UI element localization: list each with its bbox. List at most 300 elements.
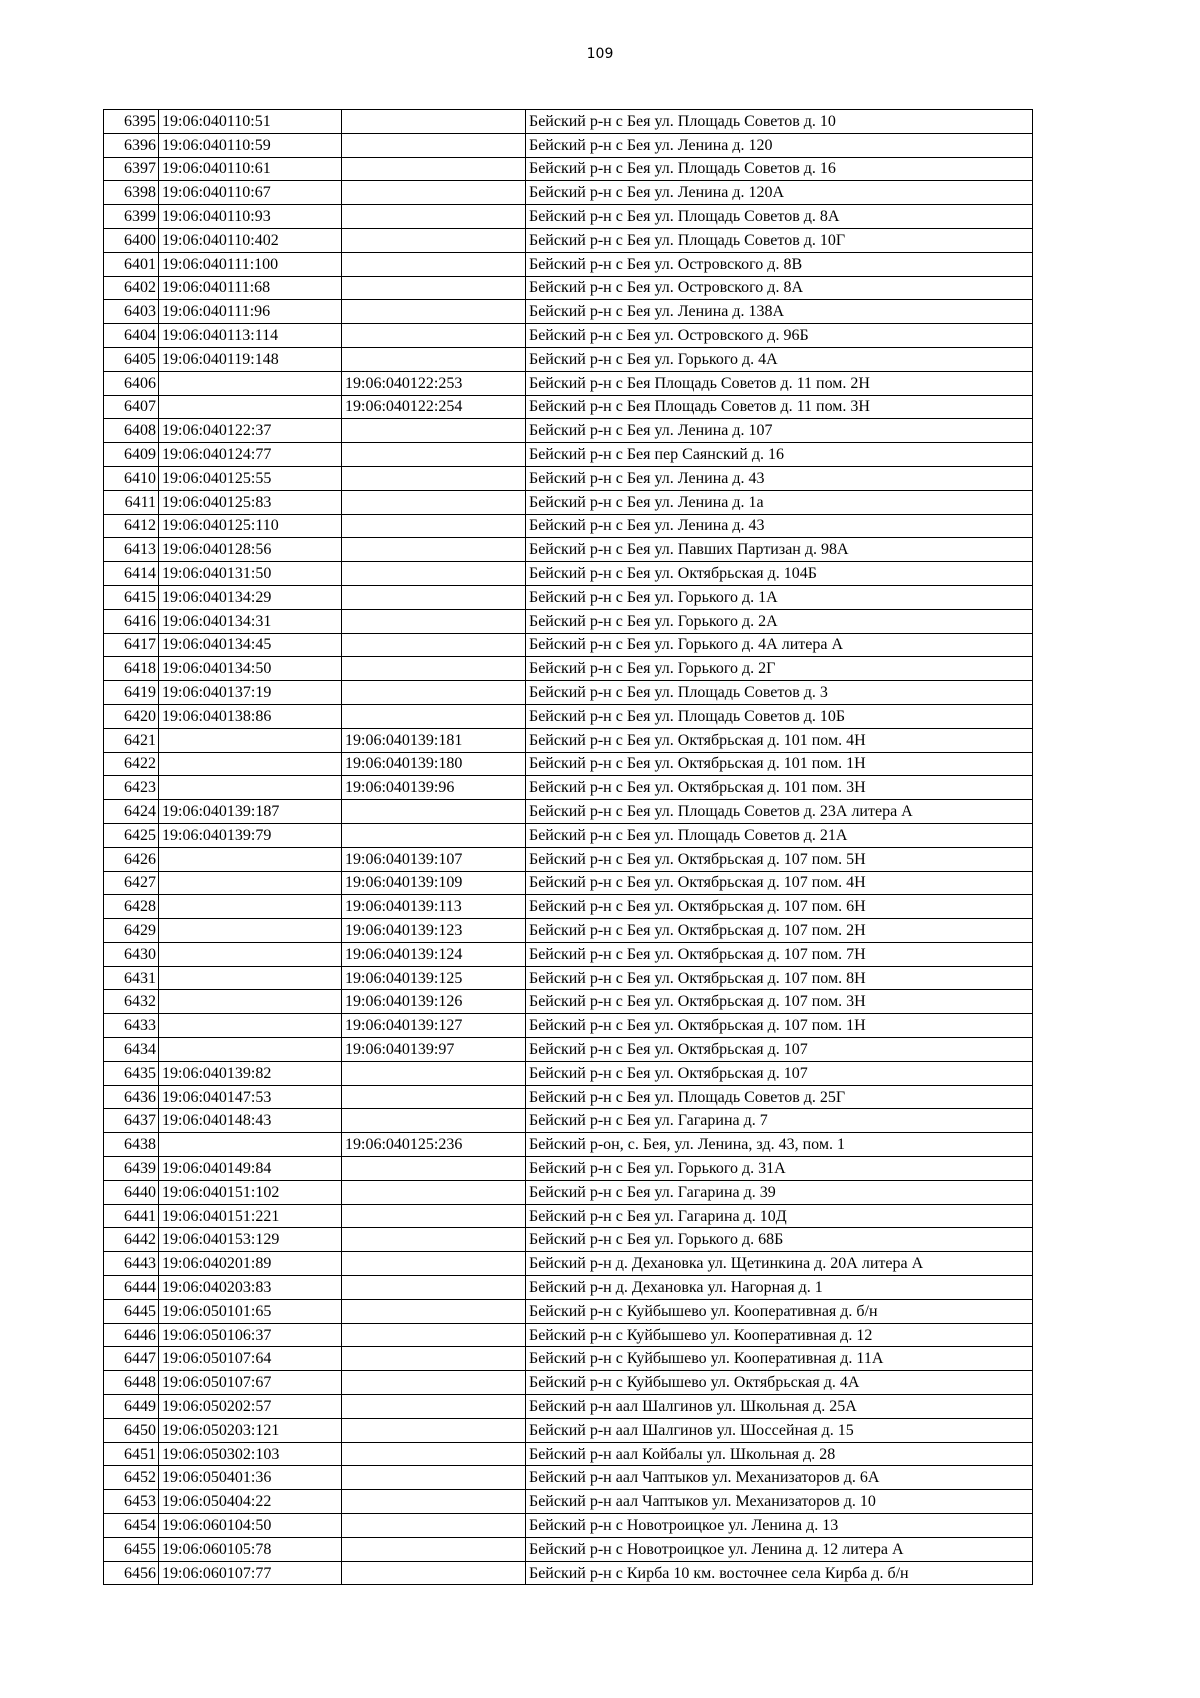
cadastral-number-cell: 19:06:040148:43	[159, 1109, 342, 1133]
premises-cadastral-number-cell	[342, 1252, 526, 1276]
table-row	[104, 1276, 1033, 1300]
cadastral-number-cell: 19:06:040203:83	[159, 1276, 342, 1300]
address-cell: Бейский р-н аал Шалгинов ул. Шоссейная д. 15	[526, 1418, 1033, 1442]
cadastral-number-cell: 19:06:040110:61	[159, 157, 342, 181]
address-cell: Бейский р-н с Бея ул. Октябрьская д. 101 пом. 1Н	[526, 752, 1033, 776]
premises-cadastral-number-cell: 19:06:040139:97	[342, 1038, 526, 1062]
row-number-cell: 6454	[104, 1514, 159, 1538]
cadastral-number-cell	[159, 919, 342, 943]
row-number-cell: 6436	[104, 1085, 159, 1109]
address-cell: Бейский р-н с Бея ул. Октябрьская д. 107 пом. 7Н	[526, 942, 1033, 966]
row-number-cell: 6402	[104, 276, 159, 300]
row-number-cell: 6429	[104, 919, 159, 943]
table-row	[104, 919, 1033, 943]
cadastral-number-cell	[159, 1038, 342, 1062]
table-row	[104, 1490, 1033, 1514]
premises-cadastral-number-cell	[342, 1561, 526, 1585]
cadastral-number-cell	[159, 966, 342, 990]
premises-cadastral-number-cell	[342, 1537, 526, 1561]
address-cell: Бейский р-н с Бея ул. Октябрьская д. 107 пом. 5Н	[526, 847, 1033, 871]
table-row	[104, 252, 1033, 276]
table-row	[104, 1347, 1033, 1371]
row-number-cell: 6403	[104, 300, 159, 324]
premises-cadastral-number-cell	[342, 1347, 526, 1371]
cadastral-number-cell: 19:06:040139:79	[159, 823, 342, 847]
row-number-cell: 6407	[104, 395, 159, 419]
row-number-cell: 6441	[104, 1204, 159, 1228]
premises-cadastral-number-cell: 19:06:040122:253	[342, 371, 526, 395]
premises-cadastral-number-cell	[342, 181, 526, 205]
address-cell: Бейский р-н с Бея ул. Октябрьская д. 107 пом. 1Н	[526, 1014, 1033, 1038]
premises-cadastral-number-cell: 19:06:040139:109	[342, 871, 526, 895]
address-cell: Бейский р-н с Бея ул. Гагарина д. 10Д	[526, 1204, 1033, 1228]
address-cell: Бейский р-н с Бея ул. Октябрьская д. 101 пом. 3Н	[526, 776, 1033, 800]
address-cell: Бейский р-н с Новотроицкое ул. Ленина д. 13	[526, 1514, 1033, 1538]
address-cell: Бейский р-н с Бея ул. Октябрьская д. 104Б	[526, 562, 1033, 586]
address-cell: Бейский р-н с Кирба 10 км. восточнее села Кирба д. б/н	[526, 1561, 1033, 1585]
row-number-cell: 6442	[104, 1228, 159, 1252]
cadastral-number-cell: 19:06:040110:402	[159, 228, 342, 252]
table-row	[104, 1061, 1033, 1085]
address-cell: Бейский р-н с Бея ул. Островского д. 8В	[526, 252, 1033, 276]
address-cell: Бейский р-н с Бея ул. Горького д. 4А	[526, 347, 1033, 371]
table-row	[104, 1014, 1033, 1038]
cadastral-number-cell: 19:06:050404:22	[159, 1490, 342, 1514]
premises-cadastral-number-cell	[342, 1228, 526, 1252]
premises-cadastral-number-cell	[342, 466, 526, 490]
cadastral-number-cell: 19:06:060105:78	[159, 1537, 342, 1561]
cadastral-number-cell	[159, 1014, 342, 1038]
table-row	[104, 466, 1033, 490]
table-row	[104, 300, 1033, 324]
address-cell: Бейский р-н с Бея пер Саянский д. 16	[526, 443, 1033, 467]
row-number-cell: 6437	[104, 1109, 159, 1133]
premises-cadastral-number-cell	[342, 1514, 526, 1538]
row-number-cell: 6424	[104, 800, 159, 824]
premises-cadastral-number-cell: 19:06:040139:124	[342, 942, 526, 966]
address-cell: Бейский р-н с Бея ул. Площадь Советов д. 10Б	[526, 704, 1033, 728]
premises-cadastral-number-cell	[342, 681, 526, 705]
premises-cadastral-number-cell	[342, 800, 526, 824]
row-number-cell: 6404	[104, 324, 159, 348]
row-number-cell: 6426	[104, 847, 159, 871]
row-number-cell: 6396	[104, 133, 159, 157]
row-number-cell: 6397	[104, 157, 159, 181]
cadastral-number-cell: 19:06:040110:51	[159, 110, 342, 134]
row-number-cell: 6433	[104, 1014, 159, 1038]
cadastral-number-cell: 19:06:040147:53	[159, 1085, 342, 1109]
cadastral-number-cell	[159, 847, 342, 871]
cadastral-number-cell	[159, 895, 342, 919]
address-cell: Бейский р-н аал Койбалы ул. Школьная д. 28	[526, 1442, 1033, 1466]
table-row	[104, 1228, 1033, 1252]
address-cell: Бейский р-н с Бея Площадь Советов д. 11 пом. 2Н	[526, 371, 1033, 395]
premises-cadastral-number-cell: 19:06:040139:123	[342, 919, 526, 943]
cadastral-number-cell: 19:06:040153:129	[159, 1228, 342, 1252]
cadastral-number-cell: 19:06:040110:93	[159, 205, 342, 229]
table-row	[104, 800, 1033, 824]
table-row	[104, 562, 1033, 586]
premises-cadastral-number-cell	[342, 157, 526, 181]
cadastral-number-cell	[159, 395, 342, 419]
address-cell: Бейский р-н с Куйбышево ул. Кооперативная д. б/н	[526, 1299, 1033, 1323]
row-number-cell: 6413	[104, 538, 159, 562]
row-number-cell: 6431	[104, 966, 159, 990]
table-row	[104, 1180, 1033, 1204]
cadastral-number-cell	[159, 1133, 342, 1157]
cadastral-number-cell: 19:06:040125:110	[159, 514, 342, 538]
address-cell: Бейский р-н с Куйбышево ул. Кооперативная д. 12	[526, 1323, 1033, 1347]
cadastral-number-cell: 19:06:040139:187	[159, 800, 342, 824]
cadastral-number-cell	[159, 728, 342, 752]
row-number-cell: 6409	[104, 443, 159, 467]
address-cell: Бейский р-н с Бея ул. Октябрьская д. 107 пом. 3Н	[526, 990, 1033, 1014]
table-row	[104, 538, 1033, 562]
premises-cadastral-number-cell: 19:06:040122:254	[342, 395, 526, 419]
table-row	[104, 205, 1033, 229]
row-number-cell: 6434	[104, 1038, 159, 1062]
row-number-cell: 6419	[104, 681, 159, 705]
address-cell: Бейский р-н с Новотроицкое ул. Ленина д. 12 литера А	[526, 1537, 1033, 1561]
cadastral-number-cell	[159, 990, 342, 1014]
premises-cadastral-number-cell	[342, 514, 526, 538]
table-row	[104, 847, 1033, 871]
premises-cadastral-number-cell: 19:06:040139:96	[342, 776, 526, 800]
address-cell: Бейский р-н с Бея ул. Площадь Советов д. 21А	[526, 823, 1033, 847]
cadastral-number-cell: 19:06:040111:68	[159, 276, 342, 300]
table-row	[104, 823, 1033, 847]
address-cell: Бейский р-н с Бея ул. Площадь Советов д. 10	[526, 110, 1033, 134]
premises-cadastral-number-cell	[342, 443, 526, 467]
table-row	[104, 443, 1033, 467]
table-row	[104, 181, 1033, 205]
row-number-cell: 6405	[104, 347, 159, 371]
address-cell: Бейский р-н с Бея ул. Октябрьская д. 107 пом. 2Н	[526, 919, 1033, 943]
premises-cadastral-number-cell	[342, 633, 526, 657]
cadastral-number-cell: 19:06:050202:57	[159, 1395, 342, 1419]
cadastral-number-cell: 19:06:040111:96	[159, 300, 342, 324]
premises-cadastral-number-cell: 19:06:040139:107	[342, 847, 526, 871]
row-number-cell: 6446	[104, 1323, 159, 1347]
cadastral-number-cell: 19:06:040128:56	[159, 538, 342, 562]
cadastral-number-cell: 19:06:050302:103	[159, 1442, 342, 1466]
premises-cadastral-number-cell: 19:06:040125:236	[342, 1133, 526, 1157]
cadastral-number-cell: 19:06:050106:37	[159, 1323, 342, 1347]
registry-table-body	[104, 110, 1033, 1585]
address-cell: Бейский р-н с Бея ул. Ленина д. 107	[526, 419, 1033, 443]
table-row	[104, 1395, 1033, 1419]
table-row	[104, 110, 1033, 134]
premises-cadastral-number-cell	[342, 1299, 526, 1323]
address-cell: Бейский р-н с Бея ул. Ленина д. 43	[526, 514, 1033, 538]
address-cell: Бейский р-н с Бея ул. Площадь Советов д. 3	[526, 681, 1033, 705]
cadastral-number-cell: 19:06:040134:29	[159, 585, 342, 609]
cadastral-number-cell	[159, 871, 342, 895]
premises-cadastral-number-cell	[342, 704, 526, 728]
table-row	[104, 1514, 1033, 1538]
row-number-cell: 6416	[104, 609, 159, 633]
premises-cadastral-number-cell	[342, 1490, 526, 1514]
address-cell: Бейский р-н с Бея ул. Горького д. 2Г	[526, 657, 1033, 681]
table-row	[104, 1561, 1033, 1585]
row-number-cell: 6399	[104, 205, 159, 229]
table-row	[104, 1299, 1033, 1323]
table-row	[104, 133, 1033, 157]
premises-cadastral-number-cell	[342, 585, 526, 609]
row-number-cell: 6422	[104, 752, 159, 776]
cadastral-number-cell: 19:06:040125:83	[159, 490, 342, 514]
row-number-cell: 6430	[104, 942, 159, 966]
address-cell: Бейский р-н с Бея ул. Горького д. 68Б	[526, 1228, 1033, 1252]
table-row	[104, 752, 1033, 776]
table-row	[104, 324, 1033, 348]
premises-cadastral-number-cell	[342, 1418, 526, 1442]
premises-cadastral-number-cell: 19:06:040139:181	[342, 728, 526, 752]
table-row	[104, 1371, 1033, 1395]
page-number: 109	[586, 46, 614, 62]
premises-cadastral-number-cell: 19:06:040139:180	[342, 752, 526, 776]
cadastral-number-cell: 19:06:040134:50	[159, 657, 342, 681]
premises-cadastral-number-cell	[342, 324, 526, 348]
row-number-cell: 6451	[104, 1442, 159, 1466]
row-number-cell: 6448	[104, 1371, 159, 1395]
table-row	[104, 704, 1033, 728]
premises-cadastral-number-cell	[342, 490, 526, 514]
address-cell: Бейский р-н с Бея ул. Горького д. 31А	[526, 1157, 1033, 1181]
row-number-cell: 6411	[104, 490, 159, 514]
row-number-cell: 6417	[104, 633, 159, 657]
premises-cadastral-number-cell: 19:06:040139:125	[342, 966, 526, 990]
cadastral-number-cell: 19:06:040111:100	[159, 252, 342, 276]
address-cell: Бейский р-н с Бея ул. Островского д. 96Б	[526, 324, 1033, 348]
row-number-cell: 6443	[104, 1252, 159, 1276]
premises-cadastral-number-cell	[342, 133, 526, 157]
address-cell: Бейский р-н с Бея ул. Островского д. 8А	[526, 276, 1033, 300]
cadastral-number-cell: 19:06:040149:84	[159, 1157, 342, 1181]
premises-cadastral-number-cell	[342, 205, 526, 229]
row-number-cell: 6453	[104, 1490, 159, 1514]
table-row	[104, 1038, 1033, 1062]
table-row	[104, 228, 1033, 252]
table-row	[104, 609, 1033, 633]
premises-cadastral-number-cell	[342, 1204, 526, 1228]
row-number-cell: 6444	[104, 1276, 159, 1300]
table-row	[104, 1133, 1033, 1157]
table-row	[104, 371, 1033, 395]
cadastral-number-cell: 19:06:040119:148	[159, 347, 342, 371]
table-row	[104, 1323, 1033, 1347]
row-number-cell: 6414	[104, 562, 159, 586]
cadastral-number-cell: 19:06:040122:37	[159, 419, 342, 443]
row-number-cell: 6427	[104, 871, 159, 895]
row-number-cell: 6412	[104, 514, 159, 538]
table-row	[104, 990, 1033, 1014]
address-cell: Бейский р-н с Куйбышево ул. Кооперативная д. 11А	[526, 1347, 1033, 1371]
row-number-cell: 6423	[104, 776, 159, 800]
row-number-cell: 6395	[104, 110, 159, 134]
address-cell: Бейский р-н с Бея ул. Ленина д. 1а	[526, 490, 1033, 514]
premises-cadastral-number-cell	[342, 609, 526, 633]
table-row	[104, 419, 1033, 443]
cadastral-number-cell: 19:06:060104:50	[159, 1514, 342, 1538]
premises-cadastral-number-cell: 19:06:040139:127	[342, 1014, 526, 1038]
address-cell: Бейский р-н с Бея ул. Октябрьская д. 107	[526, 1038, 1033, 1062]
premises-cadastral-number-cell	[342, 657, 526, 681]
cadastral-number-cell: 19:06:050107:67	[159, 1371, 342, 1395]
table-row	[104, 1157, 1033, 1181]
cadastral-number-cell: 19:06:060107:77	[159, 1561, 342, 1585]
cadastral-number-cell: 19:06:040151:102	[159, 1180, 342, 1204]
row-number-cell: 6398	[104, 181, 159, 205]
address-cell: Бейский р-н с Бея ул. Горького д. 1А	[526, 585, 1033, 609]
premises-cadastral-number-cell: 19:06:040139:113	[342, 895, 526, 919]
address-cell: Бейский р-н с Бея ул. Октябрьская д. 101 пом. 4Н	[526, 728, 1033, 752]
row-number-cell: 6428	[104, 895, 159, 919]
row-number-cell: 6449	[104, 1395, 159, 1419]
premises-cadastral-number-cell	[342, 1395, 526, 1419]
table-row	[104, 657, 1033, 681]
premises-cadastral-number-cell	[342, 1180, 526, 1204]
table-row	[104, 728, 1033, 752]
table-row	[104, 1418, 1033, 1442]
premises-cadastral-number-cell	[342, 276, 526, 300]
premises-cadastral-number-cell: 19:06:040139:126	[342, 990, 526, 1014]
row-number-cell: 6456	[104, 1561, 159, 1585]
cadastral-number-cell: 19:06:040139:82	[159, 1061, 342, 1085]
address-cell: Бейский р-н с Бея Площадь Советов д. 11 пом. 3Н	[526, 395, 1033, 419]
table-row	[104, 585, 1033, 609]
cadastral-number-cell: 19:06:040131:50	[159, 562, 342, 586]
cadastral-number-cell: 19:06:040113:114	[159, 324, 342, 348]
address-cell: Бейский р-н с Бея ул. Ленина д. 43	[526, 466, 1033, 490]
table-row	[104, 1204, 1033, 1228]
row-number-cell: 6439	[104, 1157, 159, 1181]
row-number-cell: 6406	[104, 371, 159, 395]
premises-cadastral-number-cell	[342, 252, 526, 276]
address-cell: Бейский р-н д. Дехановка ул. Щетинкина д. 20А литера А	[526, 1252, 1033, 1276]
cadastral-number-cell: 19:06:040110:59	[159, 133, 342, 157]
table-row	[104, 871, 1033, 895]
table-row	[104, 157, 1033, 181]
row-number-cell: 6418	[104, 657, 159, 681]
address-cell: Бейский р-н аал Чаптыков ул. Механизаторов д. 10	[526, 1490, 1033, 1514]
cadastral-number-cell	[159, 752, 342, 776]
premises-cadastral-number-cell	[342, 1466, 526, 1490]
row-number-cell: 6447	[104, 1347, 159, 1371]
premises-cadastral-number-cell	[342, 1157, 526, 1181]
address-cell: Бейский р-н с Бея ул. Ленина д. 120А	[526, 181, 1033, 205]
cadastral-number-cell	[159, 371, 342, 395]
row-number-cell: 6425	[104, 823, 159, 847]
row-number-cell: 6435	[104, 1061, 159, 1085]
address-cell: Бейский р-н с Бея ул. Октябрьская д. 107 пом. 4Н	[526, 871, 1033, 895]
table-row	[104, 966, 1033, 990]
address-cell: Бейский р-н с Бея ул. Площадь Советов д. 25Г	[526, 1085, 1033, 1109]
cadastral-number-cell	[159, 942, 342, 966]
row-number-cell: 6432	[104, 990, 159, 1014]
address-cell: Бейский р-н с Бея ул. Октябрьская д. 107 пом. 8Н	[526, 966, 1033, 990]
table-row	[104, 1252, 1033, 1276]
premises-cadastral-number-cell	[342, 300, 526, 324]
cadastral-number-cell: 19:06:040110:67	[159, 181, 342, 205]
premises-cadastral-number-cell	[342, 1371, 526, 1395]
cadastral-number-cell: 19:06:050107:64	[159, 1347, 342, 1371]
premises-cadastral-number-cell	[342, 538, 526, 562]
row-number-cell: 6440	[104, 1180, 159, 1204]
premises-cadastral-number-cell	[342, 562, 526, 586]
premises-cadastral-number-cell	[342, 419, 526, 443]
address-cell: Бейский р-н с Бея ул. Горького д. 4А литера А	[526, 633, 1033, 657]
cadastral-number-cell	[159, 776, 342, 800]
address-cell: Бейский р-н д. Дехановка ул. Нагорная д. 1	[526, 1276, 1033, 1300]
row-number-cell: 6420	[104, 704, 159, 728]
cadastral-number-cell: 19:06:040151:221	[159, 1204, 342, 1228]
cadastral-number-cell: 19:06:040134:31	[159, 609, 342, 633]
row-number-cell: 6401	[104, 252, 159, 276]
cadastral-number-cell: 19:06:040125:55	[159, 466, 342, 490]
row-number-cell: 6421	[104, 728, 159, 752]
table-row	[104, 1085, 1033, 1109]
table-row	[104, 276, 1033, 300]
cadastral-number-cell: 19:06:040137:19	[159, 681, 342, 705]
cadastral-number-cell: 19:06:040201:89	[159, 1252, 342, 1276]
row-number-cell: 6445	[104, 1299, 159, 1323]
row-number-cell: 6415	[104, 585, 159, 609]
address-cell: Бейский р-н аал Шалгинов ул. Школьная д. 25А	[526, 1395, 1033, 1419]
table-row	[104, 942, 1033, 966]
row-number-cell: 6452	[104, 1466, 159, 1490]
premises-cadastral-number-cell	[342, 347, 526, 371]
table-row	[104, 895, 1033, 919]
table-row	[104, 1537, 1033, 1561]
address-cell: Бейский р-он, с. Бея, ул. Ленина, зд. 43, пом. 1	[526, 1133, 1033, 1157]
cadastral-number-cell: 19:06:040124:77	[159, 443, 342, 467]
premises-cadastral-number-cell	[342, 1109, 526, 1133]
registry-table	[103, 109, 1033, 1585]
table-row	[104, 776, 1033, 800]
row-number-cell: 6408	[104, 419, 159, 443]
address-cell: Бейский р-н с Бея ул. Павших Партизан д. 98А	[526, 538, 1033, 562]
table-row	[104, 681, 1033, 705]
address-cell: Бейский р-н с Бея ул. Площадь Советов д. 10Г	[526, 228, 1033, 252]
row-number-cell: 6450	[104, 1418, 159, 1442]
premises-cadastral-number-cell	[342, 1085, 526, 1109]
table-row	[104, 633, 1033, 657]
address-cell: Бейский р-н с Бея ул. Ленина д. 120	[526, 133, 1033, 157]
table-row	[104, 395, 1033, 419]
premises-cadastral-number-cell	[342, 1323, 526, 1347]
table-row	[104, 514, 1033, 538]
table-row	[104, 347, 1033, 371]
row-number-cell: 6410	[104, 466, 159, 490]
address-cell: Бейский р-н с Бея ул. Гагарина д. 39	[526, 1180, 1033, 1204]
address-cell: Бейский р-н с Бея ул. Гагарина д. 7	[526, 1109, 1033, 1133]
premises-cadastral-number-cell	[342, 823, 526, 847]
address-cell: Бейский р-н с Бея ул. Площадь Советов д. 16	[526, 157, 1033, 181]
address-cell: Бейский р-н аал Чаптыков ул. Механизаторов д. 6А	[526, 1466, 1033, 1490]
address-cell: Бейский р-н с Бея ул. Площадь Советов д. 23А литера А	[526, 800, 1033, 824]
premises-cadastral-number-cell	[342, 228, 526, 252]
address-cell: Бейский р-н с Бея ул. Октябрьская д. 107	[526, 1061, 1033, 1085]
address-cell: Бейский р-н с Куйбышево ул. Октябрьская д. 4А	[526, 1371, 1033, 1395]
row-number-cell: 6438	[104, 1133, 159, 1157]
table-row	[104, 490, 1033, 514]
table-row	[104, 1109, 1033, 1133]
cadastral-number-cell: 19:06:040134:45	[159, 633, 342, 657]
cadastral-number-cell: 19:06:050203:121	[159, 1418, 342, 1442]
premises-cadastral-number-cell	[342, 1442, 526, 1466]
premises-cadastral-number-cell	[342, 1061, 526, 1085]
